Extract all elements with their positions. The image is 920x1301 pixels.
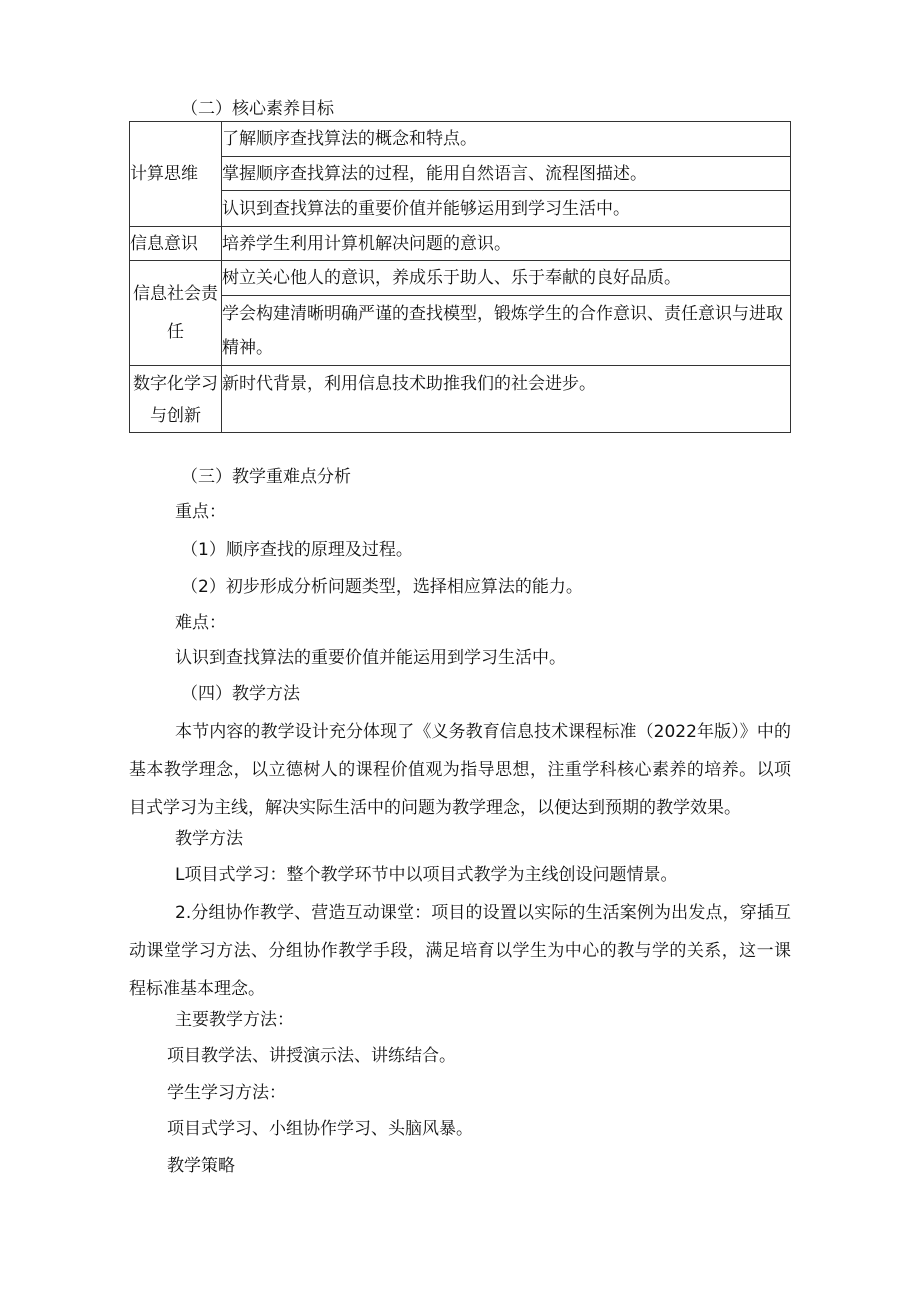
difficult-points-label: 难点： — [175, 613, 226, 633]
table-row — [130, 366, 791, 433]
core-literacy-table — [129, 121, 791, 433]
category-cell: 信息意识 — [130, 227, 222, 261]
goal-cell: 培养学生利用计算机解决问题的意识。 — [222, 227, 791, 261]
section-title-core-literacy: （二）核心素养目标 — [181, 99, 334, 119]
section-title-teaching-methods: （四）教学方法 — [181, 684, 300, 704]
teaching-strategy-label: 教学策略 — [167, 1156, 235, 1176]
key-point-item: （1）顺序查找的原理及过程。 — [181, 540, 413, 560]
teaching-methods-intro: 本节内容的教学设计充分体现了《义务教育信息技术课程标准（2022年版）》中的基本教学理念，以立德树人的课程价值观为指导思想，注重学科核心素养的培养。以项目式学习为主线，解决实际生活中的问题为教学理念，以便达到预期的教学效果。 — [129, 722, 791, 818]
table-row — [130, 227, 791, 261]
table-row — [130, 157, 791, 191]
category-cell: 信息社会责任 — [130, 261, 222, 366]
category-cell: 计算思维 — [130, 122, 222, 227]
category-cell: 数字化学习与创新 — [130, 366, 222, 433]
table-row — [130, 122, 791, 157]
key-points-label: 重点： — [175, 502, 226, 522]
methods-label: 教学方法 — [175, 829, 243, 849]
goal-cell: 树立关心他人的意识，养成乐于助人、乐于奉献的良好品质。 — [222, 261, 791, 296]
student-methods-label: 学生学习方法： — [167, 1083, 286, 1103]
key-point-item: （2）初步形成分析问题类型，选择相应算法的能力。 — [181, 577, 583, 597]
difficult-point-text: 认识到查找算法的重要价值并能运用到学习生活中。 — [175, 648, 566, 668]
goal-cell: 新时代背景，利用信息技术助推我们的社会进步。 — [222, 366, 791, 433]
goal-cell: 学会构建清晰明确严谨的查找模型，锻炼学生的合作意识、责任意识与进取精神。 — [222, 296, 791, 366]
goal-cell: 掌握顺序查找算法的过程，能用自然语言、流程图描述。 — [222, 157, 791, 191]
table-row — [130, 261, 791, 296]
student-methods-text: 项目式学习、小组协作学习、头脑风暴。 — [167, 1119, 473, 1139]
main-methods-label: 主要教学方法： — [175, 1010, 294, 1030]
table-row — [130, 191, 791, 227]
goal-cell: 了解顺序查找算法的概念和特点。 — [222, 122, 791, 157]
table-row — [130, 296, 791, 366]
method-item: L项目式学习：整个教学环节中以项目式教学为主线创设问题情景。 — [175, 865, 678, 885]
main-methods-text: 项目教学法、讲授演示法、讲练结合。 — [167, 1046, 456, 1066]
method-item: 2.分组协作教学、营造互动课堂：项目的设置以实际的生活案例为出发点，穿插互动课堂学习方法、分组协作教学手段，满足培育以学生为中心的教与学的关系，这一课程标准基本理念。 — [129, 903, 791, 999]
section-title-key-difficult: （三）教学重难点分析 — [181, 467, 351, 487]
goal-cell: 认识到查找算法的重要价值并能够运用到学习生活中。 — [222, 191, 791, 227]
